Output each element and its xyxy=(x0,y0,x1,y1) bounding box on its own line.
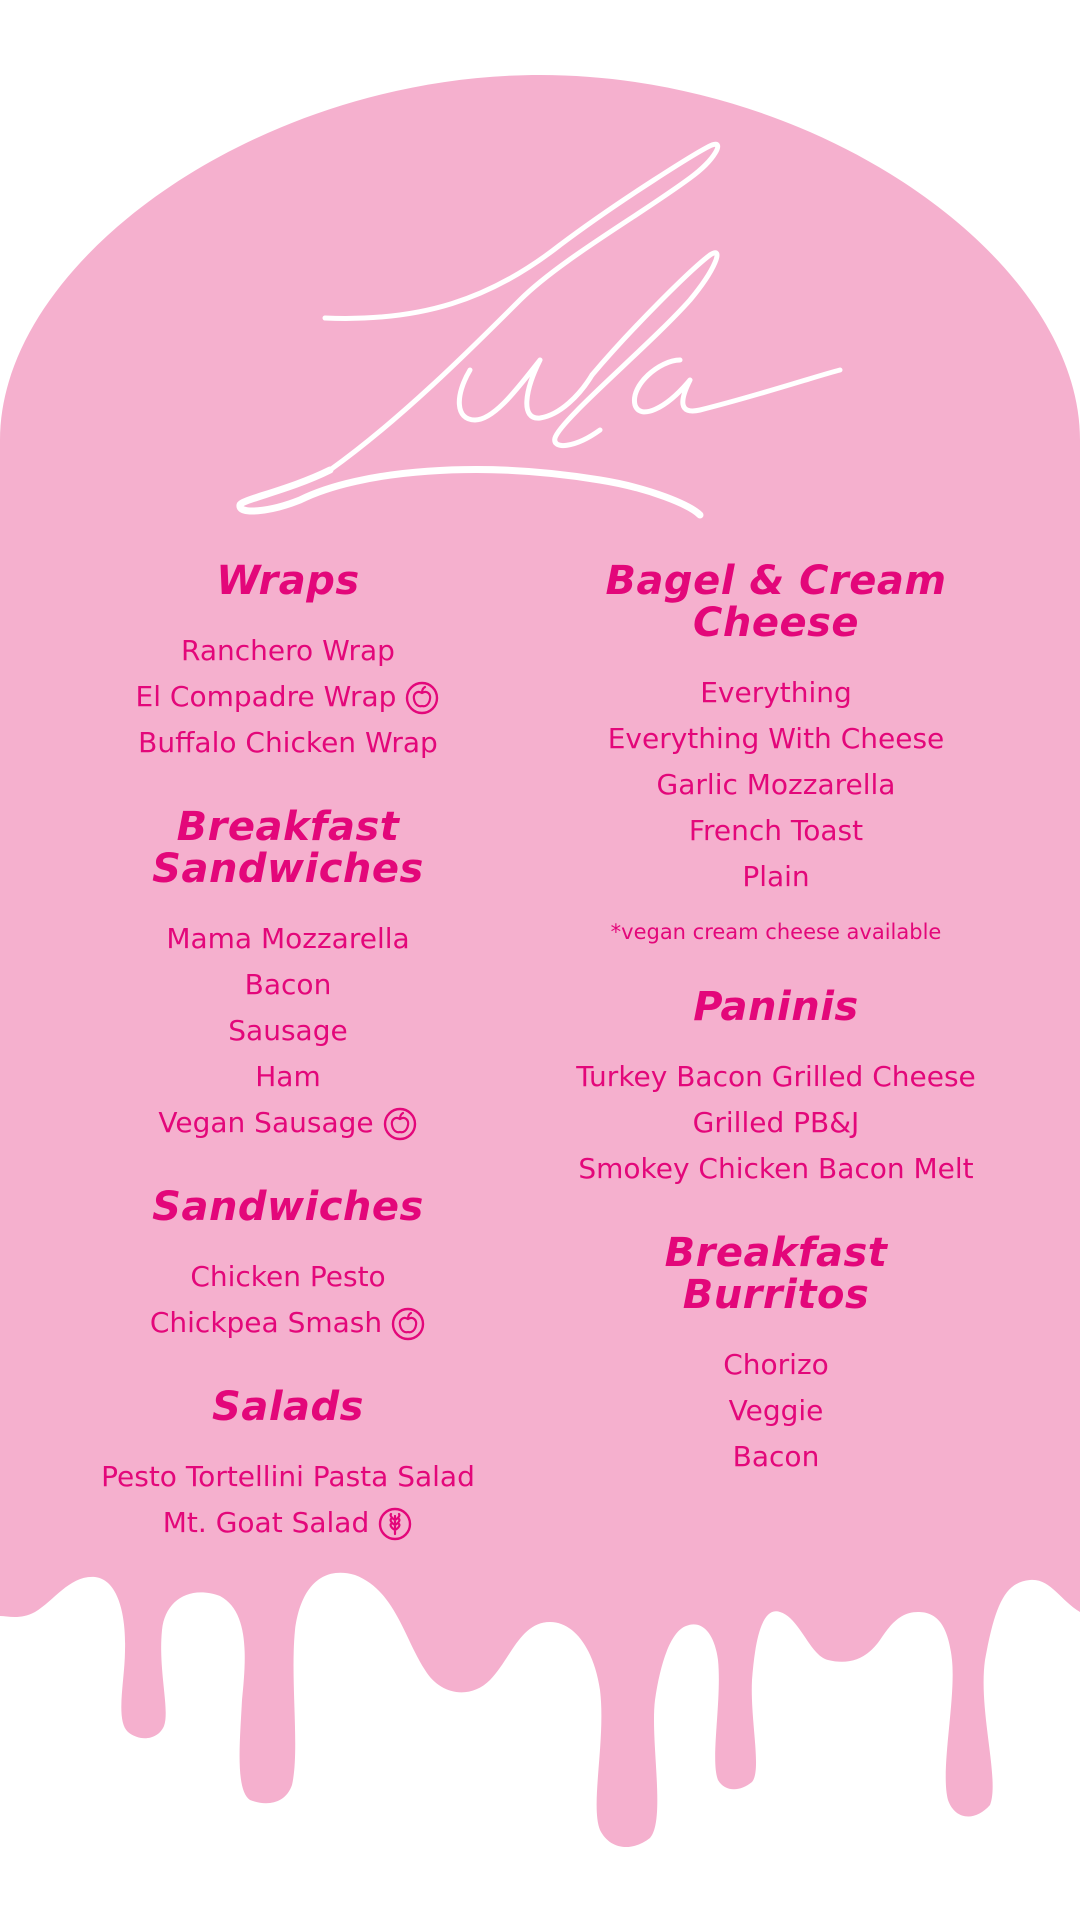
right-menu-column xyxy=(536,560,1016,1520)
menu-item-list xyxy=(40,1254,536,1346)
menu-item xyxy=(40,1100,536,1146)
menu-item xyxy=(40,674,536,720)
menu-item-list xyxy=(536,670,1016,900)
section-title xyxy=(40,1186,536,1228)
menu-item xyxy=(536,1054,1016,1100)
menu-item-label: Ranchero Wrap xyxy=(181,634,395,667)
left-menu-column xyxy=(40,560,536,1586)
menu-item xyxy=(40,1054,536,1100)
menu-section-breakfast-sandwiches xyxy=(40,806,536,1146)
menu-item-label: Mt. Goat Salad xyxy=(162,1506,370,1539)
section-title-line: Bagel & Cream xyxy=(605,558,947,604)
menu-item xyxy=(536,1100,1016,1146)
section-title-line: Breakfast xyxy=(664,1230,888,1276)
menu-item xyxy=(536,670,1016,716)
section-title-line: Sandwiches xyxy=(152,846,424,892)
menu-section-paninis xyxy=(536,986,1016,1192)
section-title xyxy=(536,1232,1016,1316)
menu-item-label: Bacon xyxy=(732,1440,820,1473)
menu-item-label: Chicken Pesto xyxy=(190,1260,386,1293)
menu-section-breakfast-burritos xyxy=(536,1232,1016,1480)
menu-section-sandwiches xyxy=(40,1186,536,1346)
section-title xyxy=(536,560,1016,644)
menu-item xyxy=(536,1342,1016,1388)
menu-item-label: Ham xyxy=(255,1060,321,1093)
menu-item-list xyxy=(536,1342,1016,1480)
wheat-icon xyxy=(377,1506,413,1542)
menu-item xyxy=(40,1454,536,1500)
menu-item-label: Buffalo Chicken Wrap xyxy=(138,726,438,759)
menu-item-label: El Compadre Wrap xyxy=(135,680,397,713)
menu-item xyxy=(40,916,536,962)
menu-item-list xyxy=(40,1454,536,1546)
section-title-line: Breakfast xyxy=(176,804,400,850)
menu-item xyxy=(40,1254,536,1300)
section-title xyxy=(40,1386,536,1428)
menu-item-label: Bacon xyxy=(244,968,332,1001)
menu-section-salads xyxy=(40,1386,536,1546)
menu-item xyxy=(536,808,1016,854)
menu-item xyxy=(536,1146,1016,1192)
menu-item-label: French Toast xyxy=(688,814,864,847)
apple-icon xyxy=(390,1306,426,1342)
section-title xyxy=(536,986,1016,1028)
section-title-line: Salads xyxy=(212,1384,364,1430)
menu-item-label: Chickpea Smash xyxy=(149,1306,383,1339)
menu-item-label: Veggie xyxy=(728,1394,824,1427)
section-note: *vegan cream cheese available xyxy=(610,920,942,944)
menu-item-label: Chorizo xyxy=(723,1348,829,1381)
section-title-line: Paninis xyxy=(693,984,859,1030)
menu-item-label: Everything xyxy=(700,676,852,709)
menu-section-bagel-cream-cheese xyxy=(536,560,1016,946)
menu-item-list xyxy=(40,628,536,766)
menu-item xyxy=(40,1300,536,1346)
menu-item-label: Pesto Tortellini Pasta Salad xyxy=(101,1460,475,1493)
logo-text: Lula xyxy=(538,300,542,301)
menu-item xyxy=(536,716,1016,762)
menu-item xyxy=(40,628,536,674)
section-title xyxy=(40,806,536,890)
menu-item xyxy=(536,854,1016,900)
menu-item xyxy=(40,1500,536,1546)
menu-item xyxy=(536,1434,1016,1480)
lula-logo xyxy=(0,0,1080,560)
menu-section-wraps xyxy=(40,560,536,766)
section-title-line: Cheese xyxy=(692,600,860,646)
menu-item-label: Vegan Sausage xyxy=(158,1106,374,1139)
menu-item xyxy=(40,962,536,1008)
apple-icon xyxy=(382,1106,418,1142)
menu-item-label: Garlic Mozzarella xyxy=(656,768,896,801)
menu-item-label: Grilled PB&J xyxy=(692,1106,860,1139)
section-title xyxy=(40,560,536,602)
menu-item-label: Everything With Cheese xyxy=(607,722,945,755)
menu-item-label: Turkey Bacon Grilled Cheese xyxy=(576,1060,976,1093)
menu-item-label: Sausage xyxy=(228,1014,348,1047)
section-title-line: Burritos xyxy=(682,1272,870,1318)
menu-item-list xyxy=(536,1054,1016,1192)
menu-item-label: Smokey Chicken Bacon Melt xyxy=(578,1152,974,1185)
apple-icon xyxy=(404,680,440,716)
menu-item-list xyxy=(40,916,536,1146)
section-title-line: Wraps xyxy=(216,558,360,604)
section-title-line: Sandwiches xyxy=(152,1184,424,1230)
menu-item xyxy=(536,762,1016,808)
menu-item-label: Plain xyxy=(742,860,810,893)
menu-item xyxy=(536,1388,1016,1434)
menu-item xyxy=(40,720,536,766)
menu-item xyxy=(40,1008,536,1054)
menu-item-label: Mama Mozzarella xyxy=(166,922,410,955)
